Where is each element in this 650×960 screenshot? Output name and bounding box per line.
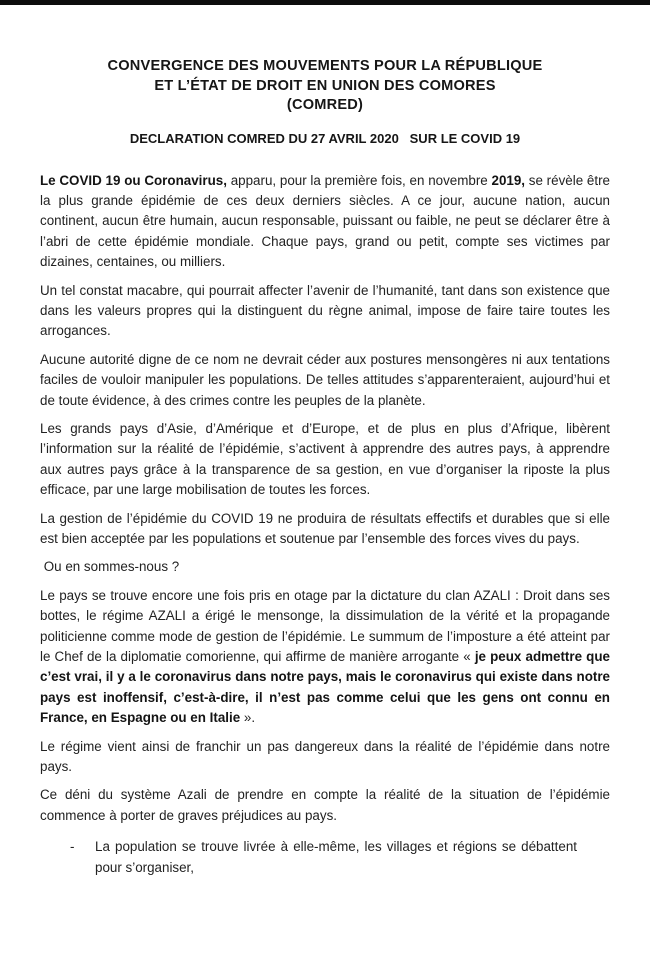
bullet-item (40, 837, 610, 878)
text-segment: se révèle être la plus grande épidémie de ces deux derniers siècles. A ce jour, aucune nation, aucun continent, aucun être humain, aucun responsable, puissant ou faible, ne peut se déclarer être à l’abri de cette épidémie mondiale. Chaque pays, grand ou petit, compte ses victimes par dizaines, centaines, ou milliers. (40, 172, 610, 270)
title-line-2: ET L’ÉTAT DE DROIT EN UNION DES COMORES (154, 77, 496, 94)
declaration-subtitle: DECLARATION COMRED DU 27 AVRIL 2020 SUR LE COVID 19 (129, 130, 521, 146)
bold-text-segment: je peux admettre que c’est vrai, il y a le coronavirus dans notre pays, mais le coronavirus qui existe dans notre pays est inoffensif, c’est-à-dire, il n’est pas comme celui que les gens ont connu en France, en Espagne ou en Italie (40, 649, 610, 726)
text-segment: Les grands pays d’Asie, d’Amérique et d’Europe, et de plus en plus d’Afrique, libèrent l’information sur la réalité de l’épidémie, s’activent à apprendre des autres pays, à apprendre aux autres pays grâce à la transparence de sa gestion, en vue d’organiser la riposte la plus efficace, par une large mobilisation de toutes les forces. (40, 420, 610, 498)
paragraph-grands-pays (40, 419, 610, 501)
text-segment: Aucune autorité digne de ce nom ne devrait céder aux postures mensongères ni aux tentations faciles de vouloir manipuler les populations. De telles attitudes s’apparenteraient, aujourd’hui et de toute évidence, à des crimes contre les peuples de la planète. (40, 351, 610, 408)
paragraph-covid-intro (40, 171, 610, 273)
paragraph-pas-dangereux (40, 737, 610, 778)
paragraph-dictature-azali (40, 586, 610, 729)
document-content (0, 5, 650, 878)
paragraph-gestion-epidemie (40, 509, 610, 550)
bullet-marker: - (70, 839, 75, 855)
text-segment: La gestion de l’épidémie du COVID 19 ne produira de résultats effectifs et durables que si elle est bien acceptée par les populations et soutenue par l’ensemble des forces vives du pays. (40, 510, 610, 546)
title-line-1: CONVERGENCE DES MOUVEMENTS POUR LA RÉPUBLIQUE (107, 58, 543, 74)
paragraph-aucune-autorite (40, 350, 610, 411)
title-line-3: (COMRED) (286, 97, 364, 113)
paragraph-constat-macabre (40, 281, 610, 342)
text-segment: Ce déni du système Azali de prendre en compte la réalité de la situation de l’épidémie commence à porter de graves préjudices au pays. (40, 787, 610, 823)
bold-text-segment: 2019, (491, 172, 526, 188)
paragraph-deni-systeme (40, 785, 610, 826)
text-segment: apparu, pour la première fois, en novembre (226, 172, 492, 188)
bullet-text: La population se trouve livrée à elle-même, les villages et régions se débattent pour s’organiser, (95, 839, 577, 875)
bold-text-segment: Le COVID 19 ou Coronavirus, (40, 172, 227, 188)
text-segment: Le régime vient ainsi de franchir un pas dangereux dans la réalité de l’épidémie dans notre pays. (40, 738, 610, 775)
text-segment: Le pays se trouve encore une fois pris en otage par la dictature du clan AZALI : Droit dans ses bottes, le régime AZALI a érigé le mensonge, la dissimulation de la vérité et la propagande politicienne comme mode de gestion de l’épidémie. Le summum de l’imposture a été atteint par le Chef de la diplomatie comorienne, qui affirme de manière arrogante « (40, 587, 610, 665)
document-title (40, 57, 610, 116)
text-segment: Un tel constat macabre, qui pourrait affecter l’avenir de l’humanité, tant dans son existence que dans les valeurs propres qui la distinguent du règne animal, impose de faire taire toutes les arrogances. (40, 282, 610, 339)
question-line (40, 557, 610, 577)
text-segment: ». (240, 710, 256, 726)
text-segment: Ou en sommes-nous ? (40, 559, 180, 575)
